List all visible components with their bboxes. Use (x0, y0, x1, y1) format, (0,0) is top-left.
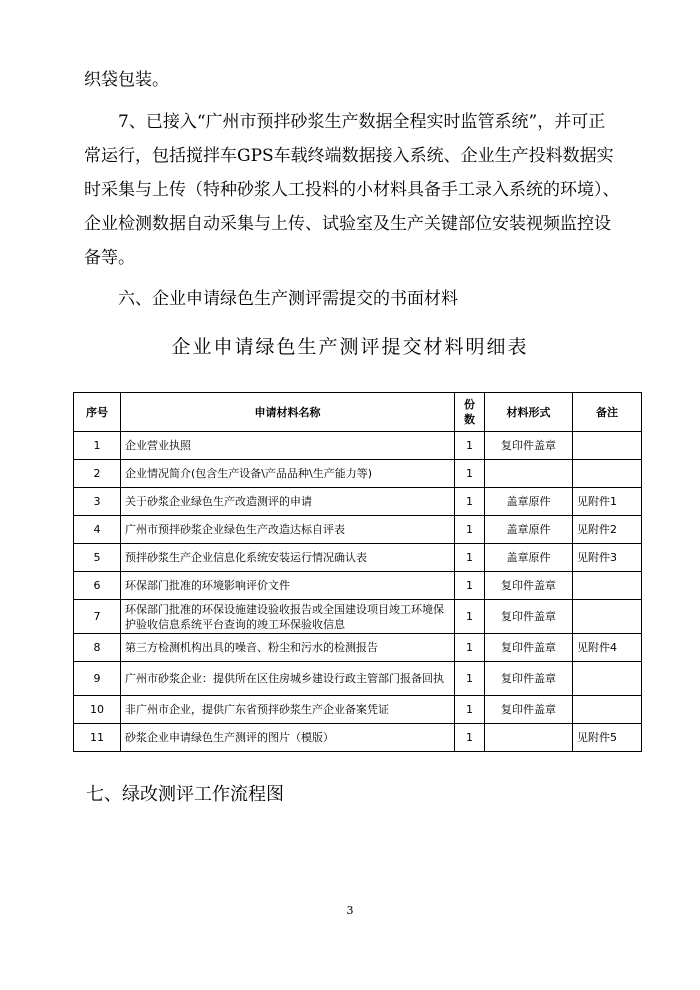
cell-index: 5 (74, 544, 121, 572)
cell-index: 2 (74, 460, 121, 488)
section-7-heading: 七、绿改测评工作流程图 (86, 784, 284, 805)
table-row (74, 696, 642, 724)
cell-material-name: 企业营业执照 (121, 432, 455, 460)
cell-copies: 1 (455, 600, 485, 634)
cell-copies: 1 (455, 488, 485, 516)
header-remarks: 备注 (573, 393, 642, 432)
cell-remarks: 见附件3 (573, 544, 642, 572)
cell-index: 8 (74, 634, 121, 662)
cell-material-form: 复印件盖章 (485, 600, 573, 634)
cell-copies: 1 (455, 662, 485, 696)
cell-material-name: 非广州市企业，提供广东省预拌砂浆生产企业备案凭证 (121, 696, 455, 724)
cell-index: 9 (74, 662, 121, 696)
header-index: 序号 (74, 393, 121, 432)
cell-material-name: 环保部门批准的环保设施建设验收报告或全国建设项目竣工环境保护验收信息系统平台查询的竣工环保验收信息 (121, 600, 455, 634)
cell-copies: 1 (455, 460, 485, 488)
cell-material-form: 复印件盖章 (485, 634, 573, 662)
cell-material-form: 盖章原件 (485, 544, 573, 572)
cell-copies: 1 (455, 696, 485, 724)
cell-material-name: 第三方检测机构出具的噪音、粉尘和污水的检测报告 (121, 634, 455, 662)
cell-remarks: 见附件2 (573, 516, 642, 544)
cell-material-form: 盖章原件 (485, 488, 573, 516)
cell-remarks: 见附件1 (573, 488, 642, 516)
section-6-heading: 六、企业申请绿色生产测评需提交的书面材料 (118, 289, 458, 309)
page-number: 3 (346, 904, 354, 917)
cell-copies: 1 (455, 516, 485, 544)
cell-remarks (573, 432, 642, 460)
cell-remarks (573, 662, 642, 696)
cell-material-form (485, 460, 573, 488)
cell-remarks (573, 696, 642, 724)
text-line: 备等。 (84, 248, 135, 268)
cell-remarks (573, 572, 642, 600)
text-line: 企业检测数据自动采集与上传、试验室及生产关键部位安装视频监控设 (84, 214, 611, 234)
cell-material-name: 关于砂浆企业绿色生产改造测评的申请 (121, 488, 455, 516)
table-row (74, 662, 642, 696)
cell-material-form: 复印件盖章 (485, 662, 573, 696)
table-title: 企业申请绿色生产测评提交材料明细表 (171, 336, 529, 358)
table-header-row (74, 393, 642, 432)
cell-material-form: 盖章原件 (485, 516, 573, 544)
cell-material-form: 复印件盖章 (485, 696, 573, 724)
table-row (74, 432, 642, 460)
cell-index: 7 (74, 600, 121, 634)
cell-remarks (573, 600, 642, 634)
cell-index: 10 (74, 696, 121, 724)
text-line: 时采集与上传（特种砂浆人工投料的小材料具备手工录入系统的环境）、 (84, 180, 620, 200)
cell-index: 11 (74, 724, 121, 752)
cell-copies: 1 (455, 572, 485, 600)
paragraph-item-7 (84, 105, 636, 275)
cell-copies: 1 (455, 432, 485, 460)
cell-index: 6 (74, 572, 121, 600)
cell-material-name: 广州市预拌砂浆企业绿色生产改造达标自评表 (121, 516, 455, 544)
table-row (74, 488, 642, 516)
cell-material-form (485, 724, 573, 752)
cell-material-form: 复印件盖章 (485, 432, 573, 460)
table-row (74, 516, 642, 544)
cell-index: 3 (74, 488, 121, 516)
header-copies-label: 份数 (464, 398, 475, 426)
table-row (74, 724, 642, 752)
cell-material-form: 复印件盖章 (485, 572, 573, 600)
cell-copies: 1 (455, 544, 485, 572)
table-row (74, 634, 642, 662)
cell-material-name: 环保部门批准的环境影响评价文件 (121, 572, 455, 600)
header-copies (455, 393, 485, 432)
cell-material-name: 预拌砂浆生产企业信息化系统安装运行情况确认表 (121, 544, 455, 572)
cell-copies: 1 (455, 724, 485, 752)
header-material-form: 材料形式 (485, 393, 573, 432)
cell-remarks: 见附件4 (573, 634, 642, 662)
cell-copies: 1 (455, 634, 485, 662)
table-row (74, 460, 642, 488)
cell-index: 1 (74, 432, 121, 460)
text-line: 织袋包装。 (84, 70, 169, 90)
paragraph-continuation (84, 63, 636, 97)
table-row (74, 544, 642, 572)
cell-remarks: 见附件5 (573, 724, 642, 752)
cell-material-name: 企业情况简介(包含生产设备\产品品种\生产能力等) (121, 460, 455, 488)
cell-material-name: 砂浆企业申请绿色生产测评的图片（模版） (121, 724, 455, 752)
text-line: 常运行，包括搅拌车GPS车载终端数据接入系统、企业生产投料数据实 (84, 146, 614, 166)
text-line: 7、已接入“广州市预拌砂浆生产数据全程实时监管系统”，并可正 (118, 112, 606, 132)
cell-remarks (573, 460, 642, 488)
table-row (74, 600, 642, 634)
cell-material-name: 广州市砂浆企业：提供所在区住房城乡建设行政主管部门报备回执 (121, 662, 455, 696)
cell-index: 4 (74, 516, 121, 544)
materials-table (73, 392, 642, 752)
header-material-name: 申请材料名称 (121, 393, 455, 432)
table-row (74, 572, 642, 600)
